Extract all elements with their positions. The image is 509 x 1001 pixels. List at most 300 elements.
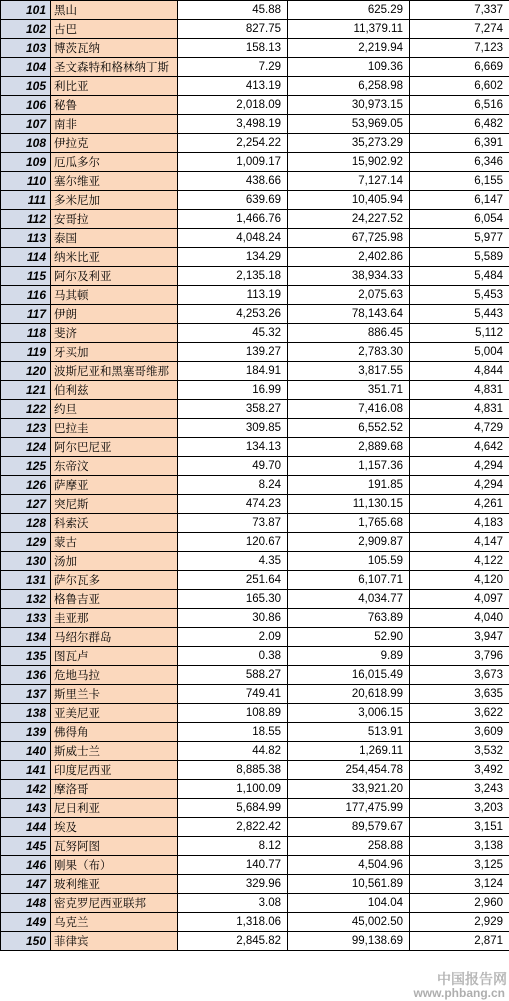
rank-cell: 126	[1, 476, 51, 495]
country-name-cell: 泰国	[51, 229, 178, 248]
rank-cell: 149	[1, 913, 51, 932]
rank-cell: 135	[1, 647, 51, 666]
value-cell-1: 358.27	[178, 400, 288, 419]
table-row	[1, 229, 509, 248]
value-cell-2: 4,034.77	[288, 590, 410, 609]
value-cell-1: 827.75	[178, 20, 288, 39]
table-row	[1, 20, 509, 39]
rank-cell: 125	[1, 457, 51, 476]
country-name-cell: 图瓦卢	[51, 647, 178, 666]
value-cell-3: 2,960	[410, 894, 509, 913]
country-name-cell: 伊朗	[51, 305, 178, 324]
country-name-cell: 科索沃	[51, 514, 178, 533]
value-cell-2: 9.89	[288, 647, 410, 666]
value-cell-2: 53,969.05	[288, 115, 410, 134]
value-cell-2: 52.90	[288, 628, 410, 647]
rank-cell: 145	[1, 837, 51, 856]
table-row	[1, 932, 509, 951]
rank-cell: 148	[1, 894, 51, 913]
table-row	[1, 134, 509, 153]
value-cell-2: 99,138.69	[288, 932, 410, 951]
table-row	[1, 58, 509, 77]
value-cell-3: 7,274	[410, 20, 509, 39]
value-cell-3: 7,337	[410, 1, 509, 20]
value-cell-2: 10,561.89	[288, 875, 410, 894]
value-cell-3: 4,040	[410, 609, 509, 628]
value-cell-3: 6,155	[410, 172, 509, 191]
rank-cell: 118	[1, 324, 51, 343]
value-cell-3: 3,124	[410, 875, 509, 894]
rank-cell: 141	[1, 761, 51, 780]
value-cell-3: 6,482	[410, 115, 509, 134]
value-cell-1: 588.27	[178, 666, 288, 685]
value-cell-2: 104.04	[288, 894, 410, 913]
country-name-cell: 突尼斯	[51, 495, 178, 514]
country-name-cell: 圣文森特和格林纳丁斯	[51, 58, 178, 77]
value-cell-2: 45,002.50	[288, 913, 410, 932]
value-cell-3: 5,004	[410, 343, 509, 362]
rank-cell: 111	[1, 191, 51, 210]
country-name-cell: 蒙古	[51, 533, 178, 552]
value-cell-1: 3.08	[178, 894, 288, 913]
table-row	[1, 913, 509, 932]
rank-cell: 102	[1, 20, 51, 39]
country-name-cell: 安哥拉	[51, 210, 178, 229]
value-cell-1: 251.64	[178, 571, 288, 590]
value-cell-2: 513.91	[288, 723, 410, 742]
country-name-cell: 阿尔及利亚	[51, 267, 178, 286]
value-cell-3: 4,729	[410, 419, 509, 438]
country-name-cell: 瓦努阿图	[51, 837, 178, 856]
rank-cell: 139	[1, 723, 51, 742]
value-cell-1: 5,684.99	[178, 799, 288, 818]
value-cell-3: 4,120	[410, 571, 509, 590]
country-name-cell: 尼日利亚	[51, 799, 178, 818]
country-name-cell: 博茨瓦纳	[51, 39, 178, 58]
country-name-cell: 斯威士兰	[51, 742, 178, 761]
rank-cell: 123	[1, 419, 51, 438]
value-cell-1: 474.23	[178, 495, 288, 514]
value-cell-3: 2,929	[410, 913, 509, 932]
rank-cell: 108	[1, 134, 51, 153]
country-name-cell: 多米尼加	[51, 191, 178, 210]
rank-cell: 104	[1, 58, 51, 77]
country-name-cell: 东帝汶	[51, 457, 178, 476]
value-cell-2: 1,269.11	[288, 742, 410, 761]
value-cell-1: 2.09	[178, 628, 288, 647]
value-cell-3: 3,492	[410, 761, 509, 780]
table-row	[1, 780, 509, 799]
rank-cell: 137	[1, 685, 51, 704]
country-name-cell: 汤加	[51, 552, 178, 571]
value-cell-2: 254,454.78	[288, 761, 410, 780]
value-cell-1: 2,254.22	[178, 134, 288, 153]
value-cell-2: 258.88	[288, 837, 410, 856]
country-name-cell: 巴拉圭	[51, 419, 178, 438]
value-cell-2: 625.29	[288, 1, 410, 20]
value-cell-2: 6,107.71	[288, 571, 410, 590]
table-row	[1, 761, 509, 780]
value-cell-2: 1,765.68	[288, 514, 410, 533]
table-row	[1, 609, 509, 628]
table-row	[1, 590, 509, 609]
value-cell-1: 165.30	[178, 590, 288, 609]
value-cell-3: 4,122	[410, 552, 509, 571]
value-cell-2: 2,909.87	[288, 533, 410, 552]
value-cell-2: 78,143.64	[288, 305, 410, 324]
table-row	[1, 191, 509, 210]
value-cell-3: 4,831	[410, 381, 509, 400]
value-cell-1: 16.99	[178, 381, 288, 400]
table-row	[1, 856, 509, 875]
country-name-cell: 萨摩亚	[51, 476, 178, 495]
value-cell-2: 7,416.08	[288, 400, 410, 419]
value-cell-1: 8.24	[178, 476, 288, 495]
rank-cell: 122	[1, 400, 51, 419]
value-cell-2: 191.85	[288, 476, 410, 495]
table-row	[1, 628, 509, 647]
rank-cell: 124	[1, 438, 51, 457]
rank-cell: 117	[1, 305, 51, 324]
value-cell-1: 2,135.18	[178, 267, 288, 286]
table-body	[1, 1, 509, 951]
rank-cell: 113	[1, 229, 51, 248]
table-row	[1, 704, 509, 723]
value-cell-1: 329.96	[178, 875, 288, 894]
value-cell-3: 3,609	[410, 723, 509, 742]
value-cell-3: 6,391	[410, 134, 509, 153]
table-row	[1, 894, 509, 913]
value-cell-2: 15,902.92	[288, 153, 410, 172]
rank-cell: 107	[1, 115, 51, 134]
value-cell-3: 3,203	[410, 799, 509, 818]
rank-cell: 103	[1, 39, 51, 58]
value-cell-3: 3,151	[410, 818, 509, 837]
table-row	[1, 210, 509, 229]
value-cell-1: 309.85	[178, 419, 288, 438]
value-cell-3: 6,516	[410, 96, 509, 115]
table-row	[1, 286, 509, 305]
value-cell-2: 105.59	[288, 552, 410, 571]
value-cell-1: 49.70	[178, 457, 288, 476]
value-cell-1: 438.66	[178, 172, 288, 191]
value-cell-2: 109.36	[288, 58, 410, 77]
country-name-cell: 利比亚	[51, 77, 178, 96]
value-cell-3: 5,112	[410, 324, 509, 343]
rank-cell: 150	[1, 932, 51, 951]
value-cell-1: 749.41	[178, 685, 288, 704]
table-row	[1, 267, 509, 286]
country-name-cell: 圭亚那	[51, 609, 178, 628]
value-cell-1: 1,009.17	[178, 153, 288, 172]
table-row	[1, 96, 509, 115]
rank-cell: 136	[1, 666, 51, 685]
value-cell-3: 4,294	[410, 457, 509, 476]
table-row	[1, 685, 509, 704]
value-cell-3: 4,642	[410, 438, 509, 457]
value-cell-2: 1,157.36	[288, 457, 410, 476]
rank-cell: 134	[1, 628, 51, 647]
value-cell-1: 3,498.19	[178, 115, 288, 134]
value-cell-3: 3,243	[410, 780, 509, 799]
value-cell-2: 763.89	[288, 609, 410, 628]
table-row	[1, 381, 509, 400]
value-cell-3: 6,602	[410, 77, 509, 96]
value-cell-1: 18.55	[178, 723, 288, 742]
value-cell-3: 5,977	[410, 229, 509, 248]
value-cell-3: 4,261	[410, 495, 509, 514]
value-cell-3: 6,669	[410, 58, 509, 77]
value-cell-1: 8.12	[178, 837, 288, 856]
rank-cell: 143	[1, 799, 51, 818]
value-cell-3: 6,147	[410, 191, 509, 210]
value-cell-2: 177,475.99	[288, 799, 410, 818]
value-cell-2: 89,579.67	[288, 818, 410, 837]
value-cell-3: 3,532	[410, 742, 509, 761]
rank-cell: 106	[1, 96, 51, 115]
value-cell-3: 5,453	[410, 286, 509, 305]
value-cell-2: 11,379.11	[288, 20, 410, 39]
country-name-cell: 乌克兰	[51, 913, 178, 932]
country-name-cell: 秘鲁	[51, 96, 178, 115]
table-row	[1, 115, 509, 134]
country-name-cell: 刚果（布）	[51, 856, 178, 875]
table-row	[1, 495, 509, 514]
country-name-cell: 马绍尔群岛	[51, 628, 178, 647]
value-cell-1: 113.19	[178, 286, 288, 305]
value-cell-1: 158.13	[178, 39, 288, 58]
table-row	[1, 571, 509, 590]
value-cell-2: 38,934.33	[288, 267, 410, 286]
value-cell-2: 7,127.14	[288, 172, 410, 191]
country-name-cell: 印度尼西亚	[51, 761, 178, 780]
country-name-cell: 斐济	[51, 324, 178, 343]
country-name-cell: 斯里兰卡	[51, 685, 178, 704]
country-name-cell: 密克罗尼西亚联邦	[51, 894, 178, 913]
value-cell-1: 134.29	[178, 248, 288, 267]
value-cell-3: 3,673	[410, 666, 509, 685]
value-cell-1: 120.67	[178, 533, 288, 552]
country-name-cell: 古巴	[51, 20, 178, 39]
value-cell-2: 30,973.15	[288, 96, 410, 115]
value-cell-1: 1,466.76	[178, 210, 288, 229]
value-cell-1: 140.77	[178, 856, 288, 875]
watermark-text: 中国报告网	[437, 972, 507, 988]
table-row	[1, 742, 509, 761]
value-cell-2: 2,219.94	[288, 39, 410, 58]
value-cell-2: 24,227.52	[288, 210, 410, 229]
rank-cell: 147	[1, 875, 51, 894]
value-cell-3: 4,844	[410, 362, 509, 381]
value-cell-3: 3,125	[410, 856, 509, 875]
country-name-cell: 约旦	[51, 400, 178, 419]
value-cell-1: 45.88	[178, 1, 288, 20]
value-cell-3: 5,589	[410, 248, 509, 267]
rank-cell: 114	[1, 248, 51, 267]
table-row	[1, 400, 509, 419]
value-cell-1: 184.91	[178, 362, 288, 381]
value-cell-3: 4,831	[410, 400, 509, 419]
country-name-cell: 马其顿	[51, 286, 178, 305]
rank-cell: 109	[1, 153, 51, 172]
value-cell-3: 5,443	[410, 305, 509, 324]
value-cell-3: 3,635	[410, 685, 509, 704]
rank-cell: 133	[1, 609, 51, 628]
country-name-cell: 黑山	[51, 1, 178, 20]
rank-cell: 132	[1, 590, 51, 609]
table-row	[1, 818, 509, 837]
rank-cell: 144	[1, 818, 51, 837]
country-name-cell: 亚美尼亚	[51, 704, 178, 723]
table-row	[1, 666, 509, 685]
value-cell-1: 1,100.09	[178, 780, 288, 799]
country-name-cell: 摩洛哥	[51, 780, 178, 799]
table-row	[1, 438, 509, 457]
rank-cell: 142	[1, 780, 51, 799]
country-name-cell: 格鲁吉亚	[51, 590, 178, 609]
value-cell-2: 351.71	[288, 381, 410, 400]
country-name-cell: 萨尔瓦多	[51, 571, 178, 590]
value-cell-3: 7,123	[410, 39, 509, 58]
rank-cell: 129	[1, 533, 51, 552]
rank-cell: 115	[1, 267, 51, 286]
value-cell-1: 639.69	[178, 191, 288, 210]
rank-cell: 105	[1, 77, 51, 96]
value-cell-1: 134.13	[178, 438, 288, 457]
value-cell-3: 4,147	[410, 533, 509, 552]
rank-cell: 112	[1, 210, 51, 229]
table-row	[1, 172, 509, 191]
value-cell-3: 2,871	[410, 932, 509, 951]
table-row	[1, 875, 509, 894]
value-cell-1: 2,845.82	[178, 932, 288, 951]
value-cell-1: 45.32	[178, 324, 288, 343]
table-row	[1, 248, 509, 267]
country-name-cell: 菲律宾	[51, 932, 178, 951]
value-cell-3: 4,183	[410, 514, 509, 533]
value-cell-2: 20,618.99	[288, 685, 410, 704]
value-cell-2: 3,006.15	[288, 704, 410, 723]
value-cell-1: 30.86	[178, 609, 288, 628]
value-cell-1: 4,048.24	[178, 229, 288, 248]
table-row	[1, 1, 509, 20]
country-name-cell: 南非	[51, 115, 178, 134]
value-cell-2: 3,817.55	[288, 362, 410, 381]
value-cell-1: 108.89	[178, 704, 288, 723]
value-cell-1: 73.87	[178, 514, 288, 533]
country-name-cell: 塞尔维亚	[51, 172, 178, 191]
value-cell-2: 67,725.98	[288, 229, 410, 248]
value-cell-1: 0.38	[178, 647, 288, 666]
table-row	[1, 533, 509, 552]
value-cell-2: 886.45	[288, 324, 410, 343]
country-name-cell: 伯利兹	[51, 381, 178, 400]
value-cell-2: 2,075.63	[288, 286, 410, 305]
rank-cell: 127	[1, 495, 51, 514]
country-name-cell: 牙买加	[51, 343, 178, 362]
table-row	[1, 419, 509, 438]
rank-cell: 131	[1, 571, 51, 590]
table-row	[1, 457, 509, 476]
rank-cell: 120	[1, 362, 51, 381]
table-row	[1, 343, 509, 362]
country-name-cell: 厄瓜多尔	[51, 153, 178, 172]
rank-cell: 110	[1, 172, 51, 191]
rank-cell: 119	[1, 343, 51, 362]
value-cell-1: 4,253.26	[178, 305, 288, 324]
rank-cell: 116	[1, 286, 51, 305]
value-cell-1: 44.82	[178, 742, 288, 761]
value-cell-3: 5,484	[410, 267, 509, 286]
value-cell-2: 2,402.86	[288, 248, 410, 267]
value-cell-1: 1,318.06	[178, 913, 288, 932]
rank-cell: 101	[1, 1, 51, 20]
table-row	[1, 552, 509, 571]
value-cell-3: 3,796	[410, 647, 509, 666]
value-cell-2: 2,889.68	[288, 438, 410, 457]
table-row	[1, 153, 509, 172]
table-row	[1, 39, 509, 58]
value-cell-1: 413.19	[178, 77, 288, 96]
rank-cell: 146	[1, 856, 51, 875]
value-cell-2: 4,504.96	[288, 856, 410, 875]
value-cell-1: 2,018.09	[178, 96, 288, 115]
table-row	[1, 514, 509, 533]
table-row	[1, 362, 509, 381]
rank-cell: 140	[1, 742, 51, 761]
value-cell-2: 2,783.30	[288, 343, 410, 362]
value-cell-1: 7.29	[178, 58, 288, 77]
value-cell-2: 33,921.20	[288, 780, 410, 799]
table-row	[1, 305, 509, 324]
value-cell-3: 4,097	[410, 590, 509, 609]
value-cell-3: 3,622	[410, 704, 509, 723]
value-cell-1: 139.27	[178, 343, 288, 362]
country-name-cell: 埃及	[51, 818, 178, 837]
value-cell-2: 11,130.15	[288, 495, 410, 514]
value-cell-2: 10,405.94	[288, 191, 410, 210]
value-cell-2: 6,552.52	[288, 419, 410, 438]
rank-cell: 121	[1, 381, 51, 400]
table-row	[1, 324, 509, 343]
table-row	[1, 77, 509, 96]
value-cell-2: 35,273.29	[288, 134, 410, 153]
value-cell-3: 4,294	[410, 476, 509, 495]
country-name-cell: 玻利维亚	[51, 875, 178, 894]
value-cell-3: 3,138	[410, 837, 509, 856]
watermark-url: www.phbang.cn	[413, 986, 505, 1000]
value-cell-1: 4.35	[178, 552, 288, 571]
country-name-cell: 纳米比亚	[51, 248, 178, 267]
table-row	[1, 837, 509, 856]
table-row	[1, 476, 509, 495]
country-name-cell: 佛得角	[51, 723, 178, 742]
value-cell-3: 6,346	[410, 153, 509, 172]
rank-cell: 138	[1, 704, 51, 723]
table-row	[1, 723, 509, 742]
value-cell-1: 8,885.38	[178, 761, 288, 780]
value-cell-2: 6,258.98	[288, 77, 410, 96]
value-cell-3: 6,054	[410, 210, 509, 229]
table-row	[1, 647, 509, 666]
rank-cell: 130	[1, 552, 51, 571]
rank-cell: 128	[1, 514, 51, 533]
table-row	[1, 799, 509, 818]
country-name-cell: 阿尔巴尼亚	[51, 438, 178, 457]
value-cell-3: 3,947	[410, 628, 509, 647]
country-name-cell: 波斯尼亚和黑塞哥维那	[51, 362, 178, 381]
country-name-cell: 危地马拉	[51, 666, 178, 685]
